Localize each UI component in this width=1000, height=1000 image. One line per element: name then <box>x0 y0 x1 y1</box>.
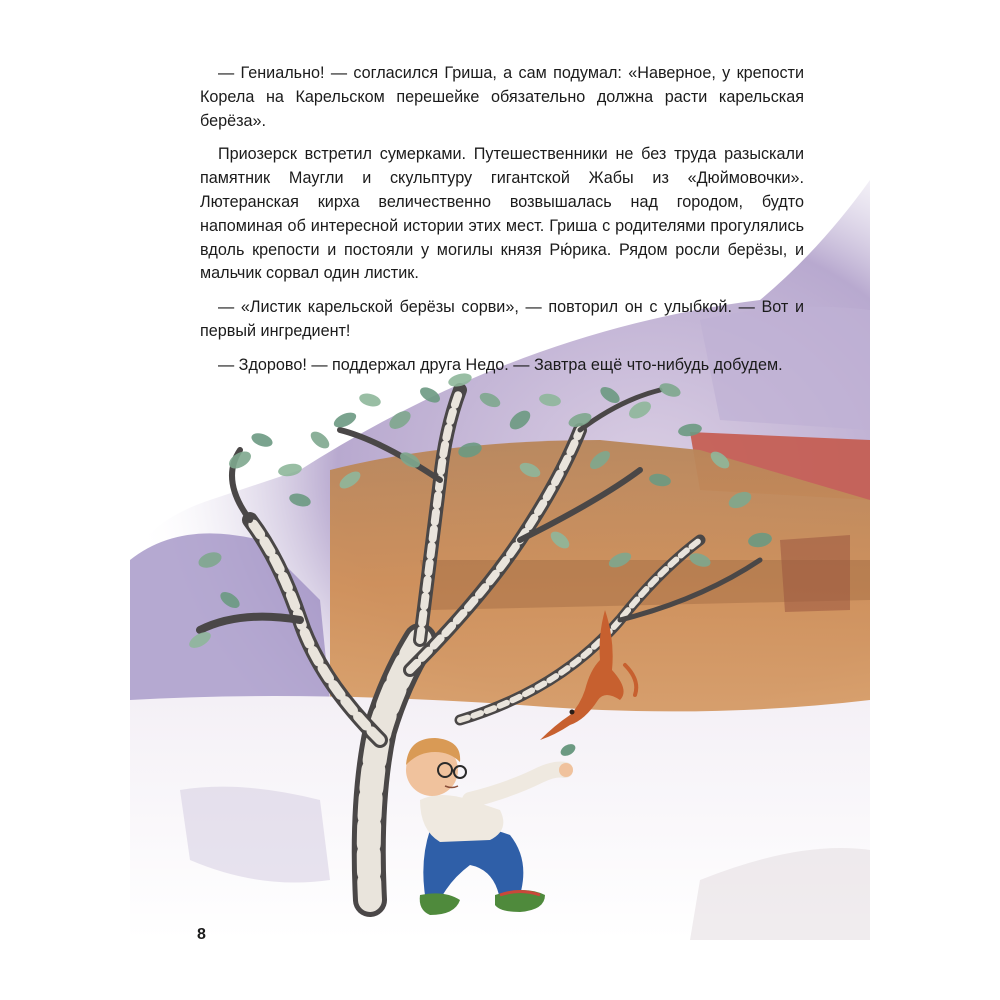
wall-tower <box>780 535 850 612</box>
paragraph: — «Листик карельской берёзы сорви», — повторил он с улыбкой. — Вот и первый ингредиент! <box>200 298 804 340</box>
paragraph: — Здорово! — поддержал друга Недо. — Завтра ещё что-нибудь добудем. <box>218 355 783 374</box>
page-number: 8 <box>197 926 206 943</box>
paragraph: Приозерск встретил сумерками. Путешественники не без труда разыскали памятник Маугли и скульптуру гигантской Жабы из «Дюймовочки». Лютеранская кирха величественно возвышалась над городом, будто напоминая об интересной истории этих мест. Гриша с родителями прогулялись вдоль крепости и постояли у могилы князя Рю́рика. Рядом росли берёзы, и мальчик сорвал один листик. <box>200 145 804 283</box>
story-text <box>200 62 804 388</box>
paragraph: — Гениально! — согласился Гриша, а сам подумал: «Наверное, у крепости Корела на Карельском перешейке обязательно должна расти карельская берёза». <box>200 64 804 130</box>
